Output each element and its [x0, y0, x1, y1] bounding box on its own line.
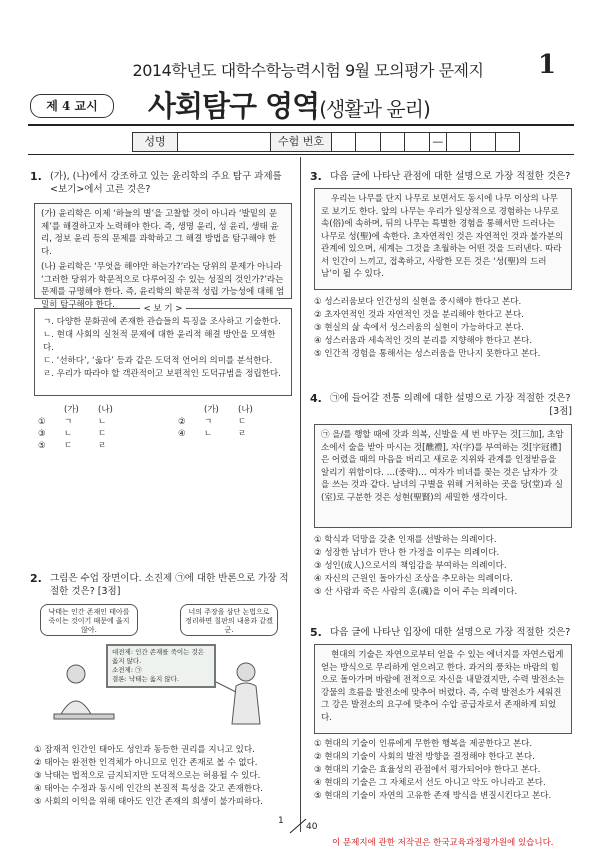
question-number: 5. — [310, 626, 322, 639]
choice-value: ㄱ — [204, 417, 213, 427]
question-text: 그림은 수업 장면이다. 소진제 ㉠에 대한 반론으로 가장 적절한 것은? [3점] — [50, 573, 289, 597]
choice[interactable]: ④ 태아는 수정과 동시에 인간의 본질적 특성을 갖고 존재한다. — [34, 784, 264, 794]
answer-row[interactable] — [38, 440, 288, 452]
choice[interactable]: ④ 성스러움과 세속적인 것의 분리를 지향해야 한다고 본다. — [314, 336, 533, 346]
passage-box — [314, 644, 572, 734]
header-rule — [28, 124, 574, 126]
bogi-item: ㄴ. 현대 사회의 실천적 문제에 대한 윤리적 해결 방안을 모색한다. — [43, 330, 276, 353]
question-3 — [310, 170, 572, 183]
classroom-figures-icon — [46, 652, 274, 732]
name-label: 성명 — [133, 133, 178, 151]
subject-title — [148, 84, 430, 125]
name-bar — [132, 132, 520, 152]
choice-marker[interactable]: ① — [38, 417, 46, 427]
choice-value: ㄱ — [64, 417, 73, 427]
page-number: 1 — [538, 50, 557, 80]
choice[interactable]: ⑤ 산 사람과 죽은 사람의 혼(魂)을 이어 주는 의례이다. — [314, 587, 518, 597]
question-text: ㉠에 들어갈 전통 의례에 대한 설명으로 가장 적절한 것은? — [330, 393, 571, 404]
question-text: 다음 글에 나타난 관점에 대한 설명으로 가장 적절한 것은? — [330, 171, 571, 182]
subject-main: 사회탐구 영역 — [148, 89, 320, 123]
choice[interactable]: ③ 성인(成人)으로서의 책임감을 부여하는 의례이다. — [314, 561, 507, 571]
teacher-speech-bubble: 너의 주장을 삼단 논법으로 정리하면 칠판의 내용과 같겠군. — [180, 604, 278, 636]
choice[interactable]: ① 잠재적 인간인 태아도 성인과 동등한 권리를 지니고 있다. — [34, 745, 255, 755]
page-current: 1 — [278, 816, 284, 826]
exam-number-box[interactable] — [496, 133, 519, 151]
board-line: 결론: 낙태는 옳지 않다. — [112, 675, 179, 683]
question-5 — [310, 626, 572, 639]
choice[interactable]: ③ 현대의 기술은 효율성의 관점에서 평가되어야 한다고 본다. — [314, 765, 541, 775]
copyright-notice: 이 문제지에 관한 저작권은 한국교육과정평가원에 있습니다. — [332, 838, 554, 848]
choice[interactable]: ② 초자연적인 것과 자연적인 것을 분리해야 한다고 본다. — [314, 310, 524, 320]
question-number: 1. — [30, 170, 42, 183]
grid-head: (가) — [64, 405, 79, 415]
passage-na: (나) 윤리학은 ‘무엇을 해야만 하는가?’라는 당위의 문제가 아니라 ‘그러한 당위가 학문적으로 다루어질 수 있는 성질의 것인가?’라는 문제를 규명해야 한다. 즉, 윤리학의 학문적 성립 가능성에 대해 엄밀히 탐구해야 한다. — [41, 262, 285, 310]
passage-text: 현대의 기술은 자연으로부터 얻을 수 있는 에너지를 자연스럽게 얻는 방식으로 무리하게 얻으려고 한다. 과거의 풍차는 바람의 힘으로 돌아가며 바람에 전적으로 자신을 내맡겼지만, 수력 발전소는 강물의 흐름을 발전소에 맞추어 버렸다. 즉, 수력 발전소가 세워진 그 강은 발전소의 요구에 맞추어 수압 공급자로서 존재하게 되었다. — [321, 650, 565, 723]
q4-choices — [314, 534, 576, 599]
student-speech-bubble: 낙태는 인간 존재인 태아를 죽이는 것이기 때문에 옳지 않아. — [40, 604, 138, 636]
name-field[interactable] — [178, 133, 271, 151]
choice[interactable]: ③ 낙태는 법적으로 금지되지만 도덕적으로는 허용될 수 있다. — [34, 771, 261, 781]
namebar-rule — [28, 154, 574, 155]
question-2 — [30, 572, 292, 598]
bogi-box — [34, 304, 292, 396]
choice[interactable]: ④ 자신의 근원인 돌아가신 조상을 추모하는 의례이다. — [314, 574, 513, 584]
passage-box — [314, 188, 572, 290]
choice-value: ㄹ — [238, 429, 247, 439]
exam-number-box[interactable] — [332, 133, 356, 151]
q5-choices — [314, 738, 576, 803]
board-line: 소전제: ㉠ — [112, 666, 142, 674]
exam-number-box[interactable] — [447, 133, 471, 151]
bogi-item: ㄷ. ‘선하다’, ‘옳다’ 등과 같은 도덕적 언어의 의미를 분석한다. — [43, 356, 273, 366]
question-4 — [310, 392, 572, 418]
choice-marker[interactable]: ② — [178, 417, 186, 427]
answer-row[interactable] — [38, 416, 288, 428]
board-line: 대전제: 인간 존재를 죽이는 것은 옳지 않다. — [112, 648, 205, 665]
column-separator — [300, 157, 301, 832]
choice-marker[interactable]: ④ — [178, 429, 186, 439]
choice[interactable]: ① 성스러움보다 인간성의 실현을 중시해야 한다고 본다. — [314, 297, 522, 307]
student-figure-icon — [54, 665, 114, 719]
choice[interactable]: ⑤ 인간적 경험을 통해서는 성스러움을 만나지 못한다고 본다. — [314, 349, 541, 359]
grid-head: (가) — [204, 405, 219, 415]
passage-text: 우리는 나무를 단지 나무로 보면서도 동시에 나무 이상의 나무로 보기도 한다. 앞의 나무는 우리가 일상적으로 경험하는 나무로 속(俗)에 속하며, 뒤의 나무는 특별한 경험을 통해서만 드러나는 나무로 성(聖)에 속한다. 초자연적인 것은 자연적인 것과 불가분의 관계에 있으며, 세계는 그것을 초월하는 어떤 것을 드러낸다. 따라서 인간이 느끼고, 접촉하고, 사랑한 모든 것은 ‘성(聖)의 드러남’이 될 수 있다. — [321, 194, 564, 279]
grid-head: (나) — [238, 405, 253, 415]
choice[interactable]: ⑤ 사회의 이익을 위해 태아도 인간 존재의 희생이 불가피하다. — [34, 797, 264, 807]
choice-value: ㄷ — [98, 429, 107, 439]
question-text: 다음 글에 나타난 입장에 대한 설명으로 가장 적절한 것은? — [330, 627, 571, 638]
page-indicator — [272, 818, 324, 832]
choice-value: ㄴ — [98, 417, 107, 427]
choice[interactable]: ① 현대의 기술이 인류에게 무한한 행복을 제공한다고 본다. — [314, 739, 533, 749]
passage-ga: (가) 윤리학은 이제 ‘하늘의 별’을 고찰할 것이 아니라 ‘발밑의 문제’를 해결하고자 노력해야 한다. 즉, 생명 윤리, 성 윤리, 생태 윤리, 정보 윤리 등의 문제를 과학하고 그 해결 방법을 탐구해야 한다. — [41, 209, 279, 257]
classroom-illustration — [40, 604, 280, 732]
answer-grid — [38, 404, 288, 452]
bogi-item: ㄱ. 다양한 문화권에 존재한 관습들의 특징을 조사하고 기술한다. — [43, 317, 281, 327]
choice-value: ㄹ — [98, 441, 107, 451]
choice[interactable]: ④ 현대의 기술은 그 자체로서 선도 아니고 악도 아니라고 본다. — [314, 778, 546, 788]
choice[interactable]: ① 학식과 덕망을 갖춘 인재를 선발하는 의례이다. — [314, 535, 497, 545]
points-label: [3점] — [549, 406, 572, 417]
question-number: 4. — [310, 392, 322, 405]
page-total: 40 — [306, 822, 318, 832]
session-badge: 제 4 교시 — [30, 94, 114, 118]
choice-value: ㄴ — [64, 429, 73, 439]
question-number: 2. — [30, 572, 42, 585]
choice[interactable]: ② 성장한 남녀가 만나 한 가정을 이루는 의례이다. — [314, 548, 500, 558]
choice-value: ㄴ — [204, 429, 213, 439]
q2-choices — [34, 744, 296, 809]
grid-head: (나) — [98, 405, 113, 415]
choice-value: ㄷ — [64, 441, 73, 451]
passage-box — [314, 424, 572, 528]
question-number: 3. — [310, 170, 322, 183]
exam-number-box[interactable] — [356, 133, 380, 151]
exam-number-box[interactable] — [471, 133, 495, 151]
question-1 — [30, 170, 292, 196]
choice[interactable]: ③ 현실의 삶 속에서 성스러움의 실현이 가능하다고 본다. — [314, 323, 524, 333]
choice[interactable]: ② 태아는 완전한 인격체가 아니므로 인간 존재로 볼 수 없다. — [34, 758, 258, 768]
q3-choices — [314, 296, 576, 361]
question-text: (가), (나)에서 강조하고 있는 윤리학의 주요 탐구 과제를 <보기>에서 고른 것은? — [50, 171, 282, 195]
choice-marker[interactable]: ③ — [38, 429, 46, 439]
exam-title: 2014학년도 대학수학능력시험 9월 모의평가 문제지 — [132, 61, 484, 80]
choice[interactable]: ⑤ 현대의 기술이 자연의 고유한 존재 방식을 변질시킨다고 본다. — [314, 791, 552, 801]
exam-number-box[interactable] — [381, 133, 405, 151]
exam-number-dash: — — [430, 133, 447, 151]
exam-number-label: 수험 번호 — [271, 133, 332, 151]
bogi-label: < 보 기 > — [140, 304, 187, 314]
answer-row[interactable] — [38, 428, 288, 440]
choice-marker[interactable]: ⑤ — [38, 441, 46, 451]
passage-text: ㉠ 을/를 행할 때에 갓과 의복, 신발을 세 번 바꾸는 것[三加], 초암소에서 술을 받아 마시는 것[醮禮], 자(字)를 부여하는 것[字冠禮]은 어렸을 때의 마음을 버리고 새로운 지위와 관계를 인정받음을 알리기 위함이다. …(중략)… 여자가 비녀를 꽂는 것은 남자가 갓을 쓰는 것과 같다. 남녀의 구별을 위해 거처하는 곳을 당(堂)과 실(室)로 구분한 것은 성현(聖賢)의 세밀한 생각이다. — [321, 430, 564, 503]
teacher-figure-icon — [216, 663, 260, 724]
choice-value: ㄷ — [238, 417, 247, 427]
exam-number-box[interactable] — [405, 133, 429, 151]
subject-sub: (생활과 윤리) — [319, 97, 430, 121]
choice[interactable]: ② 현대의 기술이 사회의 발전 방향을 결정해야 한다고 본다. — [314, 752, 535, 762]
bogi-item: ㄹ. 우리가 따라야 할 객관적이고 보편적인 도덕규범을 정립한다. — [43, 369, 281, 379]
